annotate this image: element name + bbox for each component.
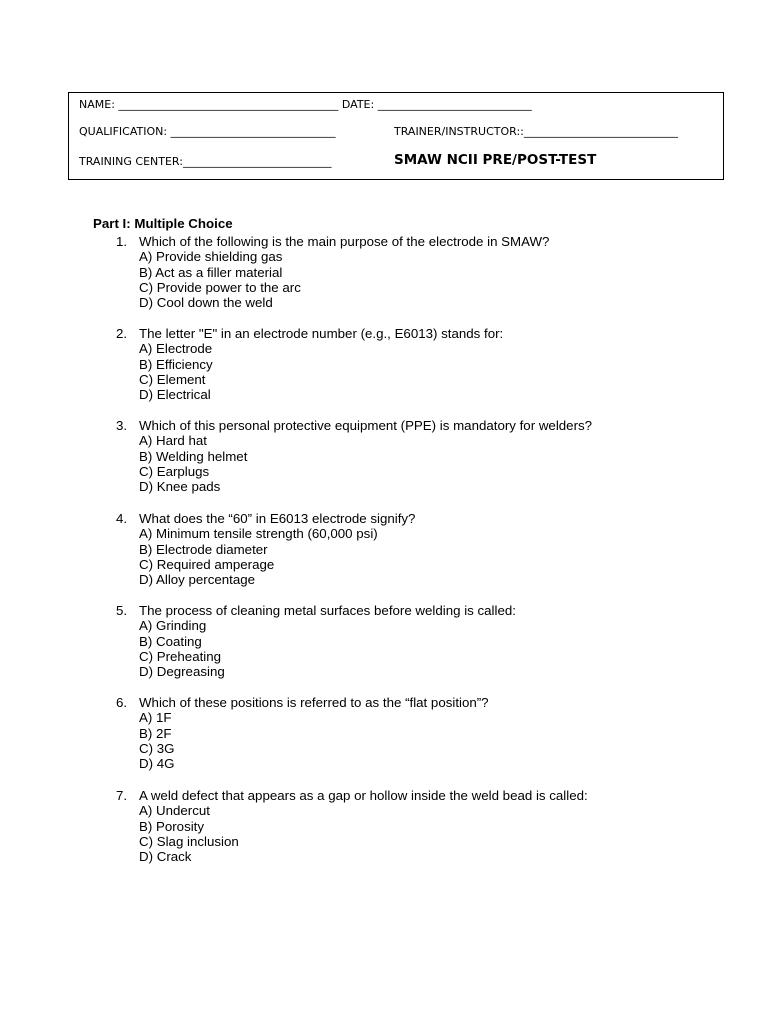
option-b[interactable]: B) Coating <box>139 633 202 649</box>
name-date-field[interactable]: NAME: ________________________________________ DATE: ____________________________ <box>79 98 532 111</box>
option-c[interactable]: C) Preheating <box>139 648 222 664</box>
part-title: Part I: Multiple Choice <box>93 216 233 231</box>
option-a[interactable]: A) Provide shielding gas <box>139 249 283 265</box>
option-c[interactable]: C) Provide power to the arc <box>139 279 301 295</box>
question-text: The process of cleaning metal surfaces before welding is called: <box>139 603 516 618</box>
option-list <box>139 249 301 310</box>
training-center-field[interactable]: TRAINING CENTER:___________________________ <box>79 155 332 168</box>
option-c[interactable]: C) Required amperage <box>139 556 275 572</box>
question-number: 2. <box>116 326 128 341</box>
option-d[interactable]: D) Knee pads <box>139 479 221 495</box>
option-b[interactable]: B) Welding helmet <box>139 448 248 464</box>
option-c[interactable]: C) Earplugs <box>139 463 210 479</box>
question-number: 1. <box>116 234 128 249</box>
option-b[interactable]: B) 2F <box>139 725 172 741</box>
option-list <box>139 341 213 402</box>
question-number: 6. <box>116 695 128 710</box>
option-c[interactable]: C) 3G <box>139 740 175 756</box>
question-number: 7. <box>116 788 128 803</box>
option-c[interactable]: C) Slag inclusion <box>139 833 239 849</box>
option-list <box>139 433 247 494</box>
question-text: A weld defect that appears as a gap or hollow inside the weld bead is called: <box>139 788 588 803</box>
option-list <box>139 710 174 771</box>
option-d[interactable]: D) Degreasing <box>139 664 225 680</box>
option-d[interactable]: D) Cool down the weld <box>139 295 273 311</box>
option-d[interactable]: D) 4G <box>139 756 175 772</box>
option-b[interactable]: B) Act as a filler material <box>139 264 283 280</box>
question-text: Which of these positions is referred to as the “flat position”? <box>139 695 489 710</box>
option-a[interactable]: A) Hard hat <box>139 433 207 449</box>
option-d[interactable]: D) Electrical <box>139 387 211 403</box>
option-list <box>139 618 225 679</box>
question-text: The letter "E" in an electrode number (e.g., E6013) stands for: <box>139 326 504 341</box>
question-number: 4. <box>116 511 128 526</box>
option-list <box>139 803 239 864</box>
question-text: Which of the following is the main purpose of the electrode in SMAW? <box>139 234 550 249</box>
option-d[interactable]: D) Crack <box>139 849 192 865</box>
option-a[interactable]: A) Electrode <box>139 341 213 357</box>
student-info-box <box>68 92 724 180</box>
qualification-field[interactable]: QUALIFICATION: ______________________________ <box>79 125 336 138</box>
option-b[interactable]: B) Electrode diameter <box>139 541 268 557</box>
option-b[interactable]: B) Efficiency <box>139 356 213 372</box>
question-text: What does the “60” in E6013 electrode signify? <box>139 511 416 526</box>
question-text: Which of this personal protective equipment (PPE) is mandatory for welders? <box>139 418 593 433</box>
option-c[interactable]: C) Element <box>139 371 206 387</box>
question-number: 5. <box>116 603 128 618</box>
option-d[interactable]: D) Alloy percentage <box>139 572 256 588</box>
option-a[interactable]: A) Minimum tensile strength (60,000 psi) <box>139 526 378 542</box>
option-a[interactable]: A) 1F <box>139 710 172 726</box>
option-a[interactable]: A) Undercut <box>139 803 210 819</box>
trainer-field[interactable]: TRAINER/INSTRUCTOR::____________________________ <box>394 125 678 138</box>
test-title: SMAW NCII PRE/POST-TEST <box>394 152 597 168</box>
option-a[interactable]: A) Grinding <box>139 618 207 634</box>
option-list <box>139 526 378 587</box>
question-number: 3. <box>116 418 128 433</box>
option-b[interactable]: B) Porosity <box>139 818 205 834</box>
